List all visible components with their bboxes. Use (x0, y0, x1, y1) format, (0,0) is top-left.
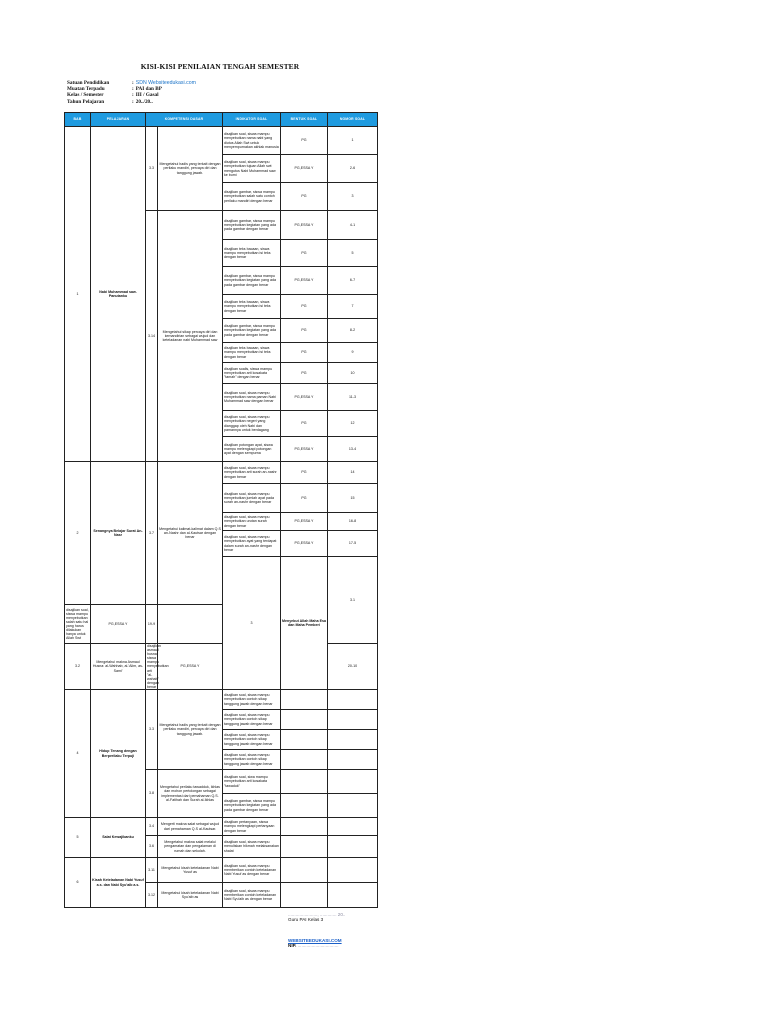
info-block (67, 80, 196, 105)
kompetensi-dasar-cell: Mengetahui makna Asmaul Husna: al-Wahhab, al-'Alim, as-Sami' (91, 643, 146, 689)
header-indikator-soal: INDIKATOR SOAL (223, 113, 281, 127)
indikator-soal-cell: disajikan soal, siswa mampu menyebutkan contoh sikap tanggung jawab dengan benar (223, 690, 281, 710)
indikator-soal-cell: disajikan soal, siswa mampu menyebutkan urutan surah dengan benar (223, 513, 281, 531)
pelajaran-cell: Senangnya Belajar Surat An-Nasr (91, 462, 146, 605)
pelajaran-cell: Kisah Keteladanan Nabi Yusuf a.s. dan Nabi Syu'aib a.s. (91, 858, 146, 908)
kompetensi-dasar-cell: Mengetahui hadis yang terkait dengan perilaku mandiri, percaya diri dan tanggung jawab. (158, 690, 223, 770)
indikator-soal-cell: disajikan gambar, siswa mampu menyebutkan salah satu contoh perilaku mandiri dengan benar (223, 183, 281, 211)
indikator-soal-cell: disajikan teks bacaan, siswa mampu menyebutkan isi teks dengan benar (223, 343, 281, 363)
table-row (65, 643, 378, 689)
header-nomor-soal: NOMOR SOAL (328, 113, 378, 127)
kompetensi-dasar-cell: Mengetahui hadis yang terkait dengan perilaku mandiri, percaya diri dan tanggung jawab. (158, 127, 223, 211)
signature-place-date: ......................., ............. 20.. (288, 912, 346, 917)
nomor-soal-cell (328, 858, 378, 883)
bentuk-soal-cell: PG (281, 295, 328, 319)
nip-label: NIP. (288, 943, 297, 949)
kd-number-cell: 3.14 (146, 211, 158, 462)
signature-name-block (288, 938, 342, 949)
indikator-soal-cell: disajikan gambar, siswa mampu menyebutkan kegiatan yang ada pada gambar dengan benar (223, 211, 281, 240)
bentuk-soal-cell (281, 858, 328, 883)
info-value: PAI dan BP (135, 86, 162, 93)
indikator-soal-cell: disajikan soal, siswa mampu menyebutkan contoh sikap tanggung jawab dengan benar (223, 710, 281, 730)
info-value: 20../20.. (135, 98, 153, 105)
indikator-soal-cell: disajikan soal, siswa mampu memberikan contoh keteladanan Nabi Syu'aib as dengan benar (223, 883, 281, 908)
indikator-soal-cell: disajikan teks bacaan, siswa mampu menyebutkan isi teks dengan benar (223, 295, 281, 319)
bentuk-soal-cell (281, 690, 328, 710)
bentuk-soal-cell: PG,ESSA Y (281, 211, 328, 240)
indikator-soal-cell: disajikan soal, siswa mampu menyebutkan nama paman Nabi Muhammad saw dengan benar (223, 384, 281, 411)
nomor-soal-cell: 1 (328, 127, 378, 155)
nomor-soal-cell (328, 750, 378, 770)
table-row (65, 462, 378, 484)
bab-cell: 6 (65, 858, 91, 908)
nomor-soal-cell: 11-3 (328, 384, 378, 411)
table-row (65, 858, 378, 883)
indikator-soal-cell: disajikan soal, siswa mampu menyebutkan salah satu hal yang harus dilakukan hanya untuk Allah Swt (65, 605, 91, 644)
kd-number-cell: 3.6 (146, 836, 158, 858)
nip-value: ................................ (297, 943, 339, 949)
bentuk-soal-cell: PG (281, 484, 328, 513)
info-label: Kelas / Semester (67, 92, 104, 99)
nomor-soal-cell (328, 883, 378, 908)
indikator-soal-cell: disajikan soal, siswa mampu menuliskan hikmah melaksanakan shalat (223, 836, 281, 858)
indikator-soal-cell: disajikan soal, siswa mampu menyebutkan tujuan Allah swt mengutus Nabi Muhammad saw ke bumi (223, 155, 281, 183)
bentuk-soal-cell: PG,ESSA Y (281, 267, 328, 295)
bentuk-soal-cell: PG (281, 127, 328, 155)
bentuk-soal-cell: PG (281, 240, 328, 267)
bentuk-soal-cell: PG,ESSA Y (281, 531, 328, 557)
table-header-row (65, 113, 378, 127)
bentuk-soal-cell: PG (281, 462, 328, 484)
nomor-soal-cell: 6-7 (328, 267, 378, 295)
header-pelajaran: PELAJARAN (91, 113, 146, 127)
info-row (67, 99, 196, 105)
bentuk-soal-cell: PG (281, 411, 328, 437)
info-separator: : (132, 92, 134, 99)
signature-name: WEBSITEEDUKASI.COM (288, 938, 342, 943)
nomor-soal-cell: 5 (328, 240, 378, 267)
table-row (65, 127, 378, 155)
bentuk-soal-cell (281, 730, 328, 750)
indikator-soal-cell: disajikan soal, siswa mampu menyebutkan negeri yang dianggap oleh Nabi dan pamannya untuk berdagang (223, 411, 281, 437)
indikator-soal-cell: disajikan soal, siswa mampu menyebutkan ayat yang terdapat dalam surah an-nashr dengan benar (223, 531, 281, 557)
header-bab: BAB (65, 113, 91, 127)
pelajaran-cell: Menyebut Allah Maha Esa dan Maha Pemberi (281, 557, 328, 690)
nomor-soal-cell: 14 (328, 462, 378, 484)
nomor-soal-cell (328, 794, 378, 818)
info-value-link[interactable]: SDN Websiteedukasi.com (135, 80, 196, 86)
indikator-soal-cell: disajikan gambar, siswa mampu menyebutkan kegiatan yang ada pada gambar dengan benar (223, 794, 281, 818)
bentuk-soal-cell: PG (281, 343, 328, 363)
bentuk-soal-cell: PG,ESSA Y (158, 643, 223, 689)
indikator-soal-cell: disajikan soal, siswa mampu menyebutkan nama nabi yang diutus Allah Swt untuk menyempurnakan akhlak manusia (223, 127, 281, 155)
indikator-soal-cell: disajikan soal, siswa mampu menyebutkan jumlah ayat pada surah an-nashr dengan benar (223, 484, 281, 513)
nomor-soal-cell: 19-9 (146, 605, 158, 644)
kompetensi-dasar-cell: Mengetahui kisah keteladanan Nabi Yusuf as (158, 858, 223, 883)
bentuk-soal-cell (281, 818, 328, 836)
nomor-soal-cell: 3 (328, 183, 378, 211)
info-label: Tahun Pelajaran (67, 98, 105, 105)
bentuk-soal-cell (281, 883, 328, 908)
kompetensi-dasar-cell: Mengerti makna salat sebagai wujud dari pemahaman Q.S al-Kautsar. (158, 818, 223, 836)
bentuk-soal-cell (281, 836, 328, 858)
header-bentuk-soal: BENTUK SOAL (281, 113, 328, 127)
kisi-kisi-table (64, 112, 378, 908)
info-label: Muatan Terpadu (67, 86, 105, 93)
kd-number-cell: 3.3 (146, 127, 158, 211)
nomor-soal-cell: 17-5 (328, 531, 378, 557)
header-kompetensi-dasar: KOMPETENSI DASAR (146, 113, 223, 127)
nomor-soal-cell: 7 (328, 295, 378, 319)
bentuk-soal-cell (281, 794, 328, 818)
bentuk-soal-cell (281, 710, 328, 730)
nomor-soal-cell (328, 730, 378, 750)
kd-number-cell: 3.2 (65, 643, 91, 689)
indikator-soal-cell: disajikan pertanyaan, siswa mampu melengkapi pertanyaan dengan benar (223, 818, 281, 836)
nomor-soal-cell: 12 (328, 411, 378, 437)
bentuk-soal-cell (281, 770, 328, 794)
kd-number-cell: 3.11 (146, 858, 158, 883)
info-separator: : (132, 98, 134, 105)
table-row (65, 690, 378, 710)
nomor-soal-cell: 16-8 (328, 513, 378, 531)
kompetensi-dasar-cell: Mengetahui makna salat melalui pengamatan dan pengalaman di rumah dan sekolah. (158, 836, 223, 858)
info-separator: : (132, 80, 134, 86)
pelajaran-cell: Hidup Tenang dengan Berperilaku Terpuji (91, 690, 146, 818)
kd-number-cell: 3.12 (146, 883, 158, 908)
indikator-soal-cell: disajikan potongan ayat, siswa mampu melengkapi potongan ayat dengan sempurna (223, 437, 281, 462)
bab-cell: 3 (223, 557, 281, 690)
kd-number-cell: 3.4 (146, 818, 158, 836)
bentuk-soal-cell: PG,ESSA Y (281, 155, 328, 183)
nomor-soal-cell: 2-6 (328, 155, 378, 183)
indikator-soal-cell: disajikan soal, siswa mampu menyebutkan contoh sikap tanggung jawab dengan benar (223, 730, 281, 750)
pelajaran-cell: Nabi Muhammad saw. Panutanku (91, 127, 146, 462)
info-value: III / Gasal (135, 92, 159, 99)
nomor-soal-cell: 10 (328, 363, 378, 384)
indikator-soal-cell: disajikan soal, siwa mampu menyebutkan arti kosakata "tawaduk" (223, 770, 281, 794)
nomor-soal-cell: 9 (328, 343, 378, 363)
indikator-soal-cell: disajikan soalis, siswa mampu menyebutkan arti kosakata "tamah" dengan benar (223, 363, 281, 384)
indikator-soal-cell: disajikan gambar, siswa mampu menyebutkan kegiatan yang ada pada gambar dengan benar (223, 319, 281, 343)
nomor-soal-cell: 20-10 (328, 643, 378, 689)
kd-number-cell: 3.8 (146, 770, 158, 818)
info-label: Satuan Pendidikan (67, 80, 110, 86)
table-body (65, 127, 378, 908)
kompetensi-dasar-cell: Mengetahui kisah keteladanan Nabi Syu'aib as (158, 883, 223, 908)
bentuk-soal-cell: PG (281, 319, 328, 343)
bab-cell: 2 (65, 462, 91, 605)
bentuk-soal-cell: PG,ESSA Y (281, 437, 328, 462)
indikator-soal-cell: disajikan soal, siswa mampu memberikan contoh keteladanan Nabi Yusuf as dengan benar (223, 858, 281, 883)
kd-number-cell: 3.7 (146, 462, 158, 605)
kompetensi-dasar-cell: Mengetahui kalimat-kalimat dalam Q.S an-Nashr dan al-Kautsar dengan benar (158, 462, 223, 605)
bab-cell: 4 (65, 690, 91, 818)
indikator-soal-cell: disajikan teks bacaan, siswa mampu menyebutkan isi teks dengan benar (223, 240, 281, 267)
kompetensi-dasar-cell: Mengetahui perilaku tawadduk, ikhlas dan mohon pertolongan sebagai implementasi dari pemahaman Q.S. al-Fatihah dan Surah al-Ikhlas (158, 770, 223, 818)
pelajaran-cell: Salat Kewajibanku (91, 818, 146, 858)
bentuk-soal-cell: PG,ESSA Y (281, 513, 328, 531)
nomor-soal-cell (328, 770, 378, 794)
nomor-soal-cell: 15 (328, 484, 378, 513)
bentuk-soal-cell: PG (281, 363, 328, 384)
document-title: KISI-KISI PENILAIAN TENGAH SEMESTER (140, 62, 300, 71)
indikator-soal-cell: disajikan soal, siswa mampu menyebutkan contoh sikap tanggung jawab dengan benar (223, 750, 281, 770)
bentuk-soal-cell: PG,ESSA Y (281, 384, 328, 411)
table-row (65, 818, 378, 836)
kd-number-cell: 3.1 (328, 557, 378, 644)
nomor-soal-cell: 4-1 (328, 211, 378, 240)
nomor-soal-cell (328, 690, 378, 710)
nomor-soal-cell (328, 836, 378, 858)
bab-cell: 1 (65, 127, 91, 462)
indikator-soal-cell: disajikan soal, siswa mampu menyebutkan arti surah an-nashr dengan benar (223, 462, 281, 484)
signature-role: Guru PAI Kelas 3 (288, 917, 324, 923)
bentuk-soal-cell (281, 750, 328, 770)
bentuk-soal-cell: PG,ESSA Y (91, 605, 146, 644)
bentuk-soal-cell: PG (281, 183, 328, 211)
indikator-soal-cell: disajikan asmaul husna, siswa mampu menyebutkan arti "al-wahab" dengan benar (147, 643, 169, 689)
kompetensi-dasar-cell: Mengetahui sikap percaya diri dan kemandirian sebagai wujud dan keteladanan nabi Muhammad saw (158, 211, 223, 462)
bab-cell: 5 (65, 818, 91, 858)
indikator-soal-cell: disajikan gambar, siswa mampu menyebutkan kegiatan yang ada pada gambar dengan benar (223, 267, 281, 295)
kd-number-cell: 3.3 (146, 690, 158, 770)
signature-block (288, 912, 345, 923)
nomor-soal-cell (328, 818, 378, 836)
nomor-soal-cell: 8-2 (328, 319, 378, 343)
nomor-soal-cell: 13-4 (328, 437, 378, 462)
nomor-soal-cell (328, 710, 378, 730)
info-separator: : (132, 86, 134, 93)
